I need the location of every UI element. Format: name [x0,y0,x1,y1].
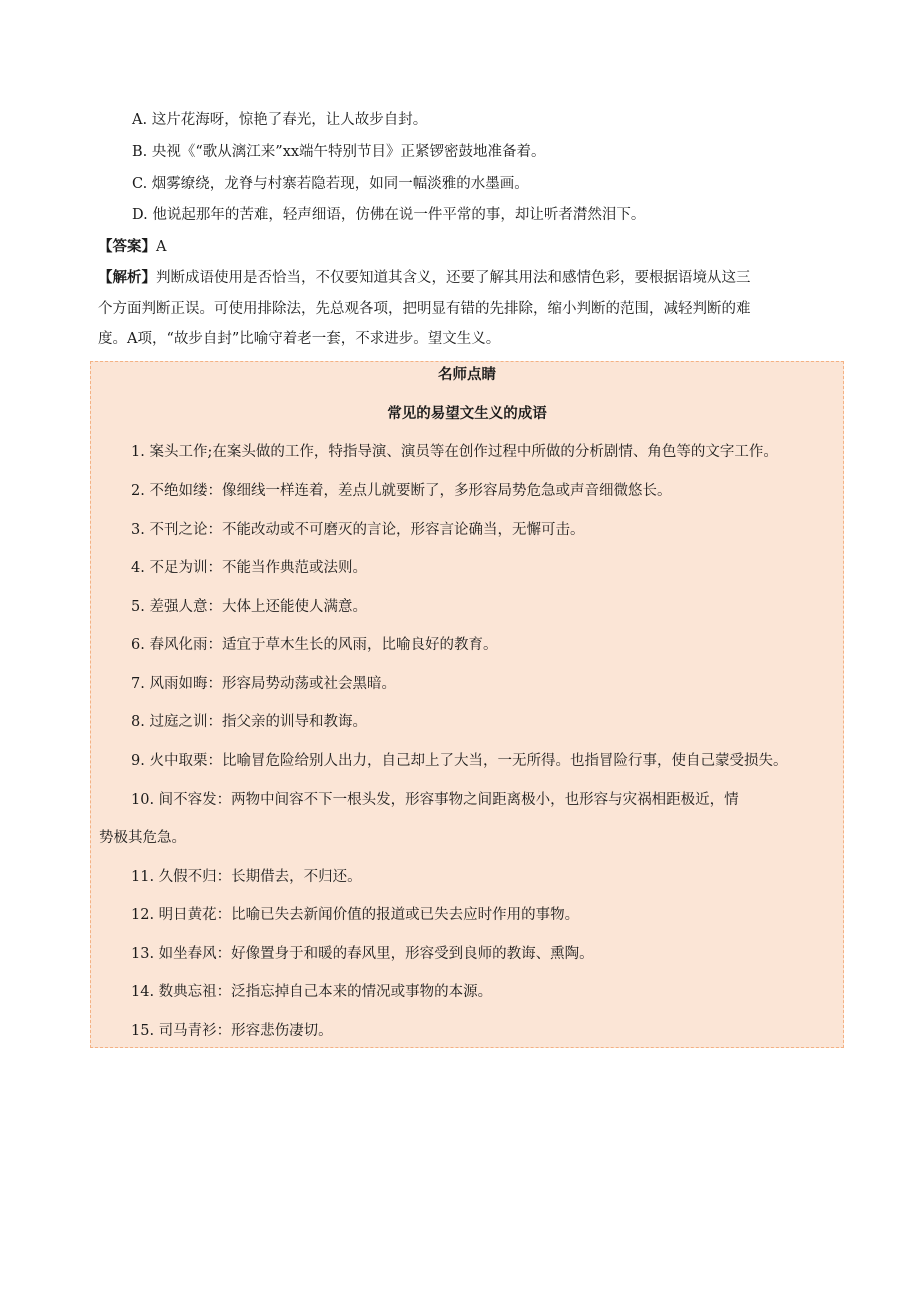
tips-item-6: 6. 春风化雨：适宜于草木生长的风雨，比喻良好的教育。 [131,637,498,653]
tips-subheading: 常见的易望文生义的成语 [387,406,547,422]
option-a: A. 这片花海呀，惊艳了春光，让人故步自封。 [132,112,428,128]
tips-item-10-continued: 势极其危急。 [99,830,186,846]
tips-item-13: 13. 如坐春风：好像置身于和暖的春风里，形容受到良师的教诲、熏陶。 [131,946,594,962]
tips-item-1: 1. 案头工作;在案头做的工作，特指导演、演员等在创作过程中所做的分析剧情、角色等的文字工作。 [131,444,778,460]
tips-item-5: 5. 差强人意：大体上还能使人满意。 [131,599,367,615]
analysis-line-2: 个方面判断正误。可使用排除法，先总观各项，把明显有错的先排除，缩小判断的范围，减轻判断的难 [98,301,751,317]
answer-value: A [156,239,167,255]
answer-line [98,237,166,257]
tips-item-15: 15. 司马青衫：形容悲伤凄切。 [131,1023,333,1039]
tips-item-7: 7. 风雨如晦：形容局势动荡或社会黑暗。 [131,676,396,692]
tips-box [90,361,844,1048]
analysis-line-3: 度。A项，“故步自封”比喻守着老一套，不求进步。望文生义。 [98,331,501,347]
analysis-text-1: 判断成语使用是否恰当，不仅要知道其含义，还要了解其用法和感情色彩，要根据语境从这三 [156,270,751,286]
tips-item-10: 10. 间不容发：两物中间容不下一根头发，形容事物之间距离极小，也形容与灾祸相距极近，情 [131,792,739,808]
tips-item-4: 4. 不足为训：不能当作典范或法则。 [131,560,367,576]
tips-item-8: 8. 过庭之训：指父亲的训导和教诲。 [131,714,367,730]
option-c: C. 烟雾缭绕，龙脊与村寨若隐若现，如同一幅淡雅的水墨画。 [132,176,529,192]
tips-item-3: 3. 不刊之论：不能改动或不可磨灭的言论，形容言论确当，无懈可击。 [131,522,585,538]
analysis-line-1 [98,268,751,288]
tips-item-11: 11. 久假不归：长期借去，不归还。 [131,869,362,885]
tips-item-14: 14. 数典忘祖：泛指忘掉自己本来的情况或事物的本源。 [131,984,493,1000]
tips-item-9: 9. 火中取栗：比喻冒危险给别人出力，自己却上了大当，一无所得。也指冒险行事，使自己蒙受损失。 [131,753,788,769]
tips-item-12: 12. 明日黄花：比喻已失去新闻价值的报道或已失去应时作用的事物。 [131,907,580,923]
tips-item-2: 2. 不绝如缕：像细线一样连着，差点儿就要断了，多形容局势危急或声音细微悠长。 [131,483,672,499]
tips-heading: 名师点睛 [438,367,496,383]
option-b: B. 央视《“歌从漓江来”xx端午特别节目》正紧锣密鼓地准备着。 [132,144,546,160]
analysis-label: 【解析】 [98,270,156,286]
answer-label: 【答案】 [98,239,156,255]
option-d: D. 他说起那年的苦难，轻声细语，仿佛在说一件平常的事，却让听者潸然泪下。 [132,207,646,223]
